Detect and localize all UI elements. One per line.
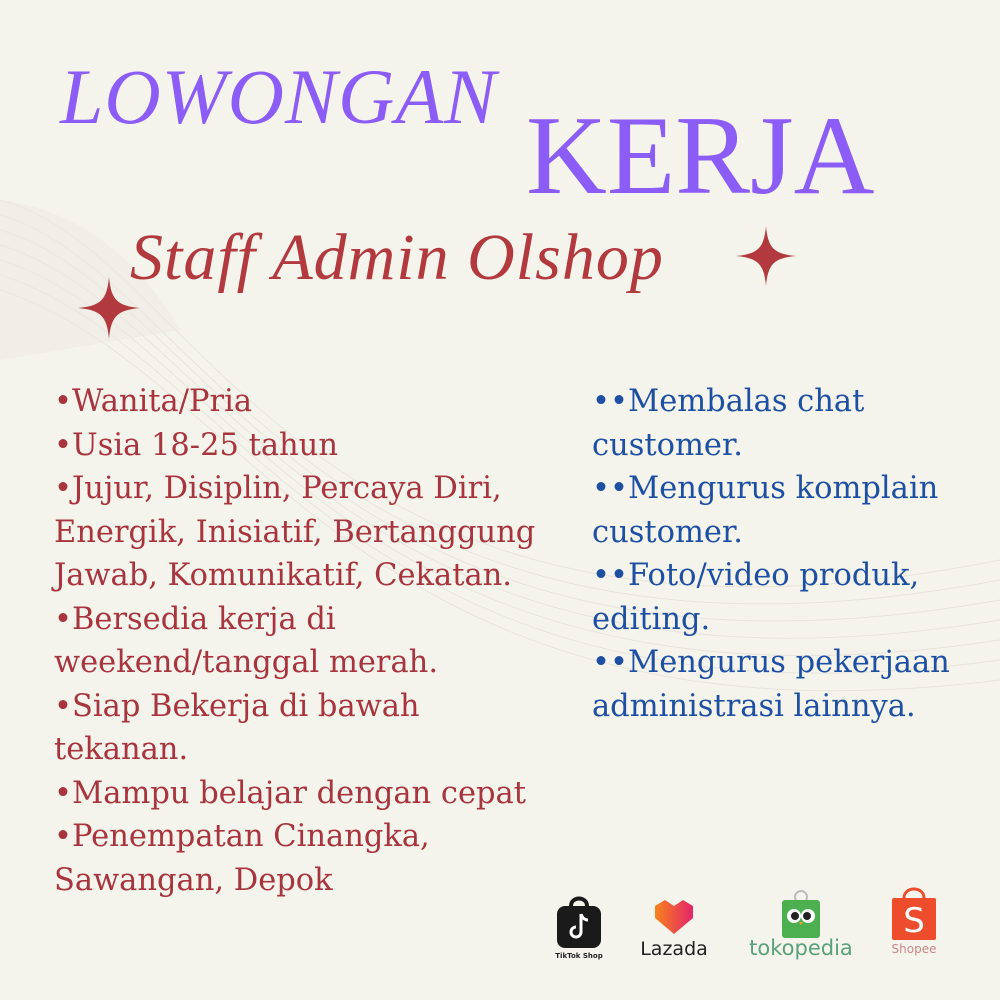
shopee-label: Shopee (891, 942, 937, 956)
requirement-line: Sawangan, Depok (54, 862, 333, 898)
duties-list (592, 380, 982, 728)
duty-line: administrasi lainnya. (592, 688, 916, 724)
sparkle-icon (78, 276, 140, 340)
lazada-logo (634, 900, 714, 960)
shopee-logo (884, 882, 944, 956)
duty-line: ••Foto/video produk, (592, 558, 920, 593)
shopee-letter: S (903, 901, 925, 941)
requirement-line: tekanan. (54, 732, 189, 767)
subtitle-position: Staff Admin Olshop (130, 221, 664, 294)
lazada-heart-icon (651, 900, 697, 936)
marketplace-logos (550, 880, 990, 970)
requirement-line: •Bersedia kerja di (54, 601, 336, 637)
requirement-line: Jawab, Komunikatif, Cekatan. (54, 558, 513, 593)
title-lowongan: LOWONGAN (60, 53, 498, 140)
title-kerja: KERJA (526, 94, 875, 218)
tokopedia-owl-icon (778, 890, 824, 940)
requirement-line: •Penempatan Cinangka, (54, 819, 430, 854)
tokopedia-logo (746, 890, 856, 960)
requirement-line: •Siap Bekerja di bawah (54, 688, 420, 724)
tiktok-bag-icon (554, 892, 604, 952)
requirement-line: •Wanita/Pria (54, 384, 253, 419)
duty-line: customer. (592, 514, 743, 550)
duty-line: ••Mengurus pekerjaan (592, 645, 950, 680)
lazada-label: Lazada (640, 938, 708, 960)
requirement-line: •Jujur, Disiplin, Percaya Diri, (54, 471, 502, 506)
duty-line: customer. (592, 427, 743, 463)
duty-line: editing. (592, 601, 711, 637)
requirement-line: •Mampu belajar dengan cepat (54, 775, 526, 811)
tiktok-shop-logo (550, 892, 608, 960)
requirement-line: •Usia 18-25 tahun (54, 427, 338, 463)
requirement-line: weekend/tanggal merah. (54, 645, 439, 680)
sparkle-icon (736, 224, 796, 288)
requirements-list (54, 380, 544, 902)
shopee-bag-icon (888, 882, 940, 942)
tiktok-shop-label: TikTok Shop (555, 952, 603, 960)
requirement-line: Energik, Inisiatif, Bertanggung (54, 514, 536, 550)
tokopedia-label: tokopedia (749, 936, 853, 960)
duty-line: ••Membalas chat (592, 384, 865, 419)
duty-line: ••Mengurus komplain (592, 471, 939, 506)
